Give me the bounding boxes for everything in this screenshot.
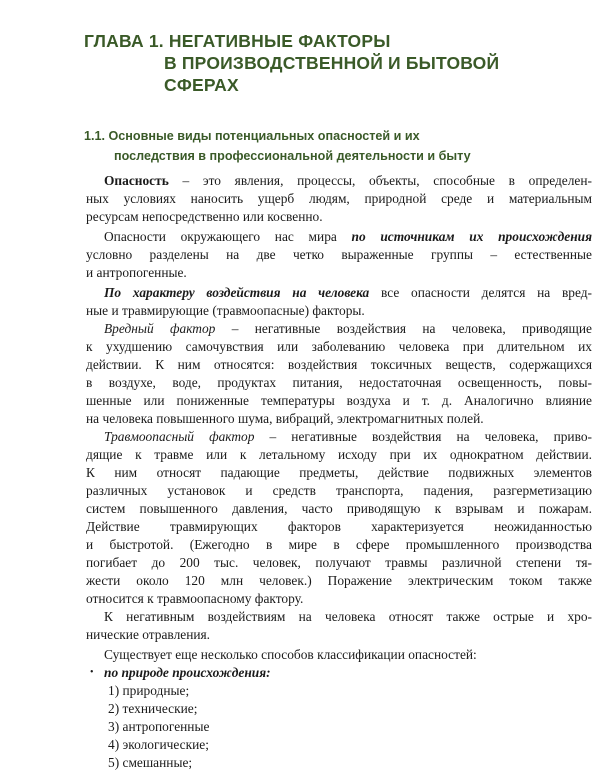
paragraph-line: ные и травмирующие (травмоопасные) факторы. [86, 303, 365, 318]
paragraph-line [86, 320, 592, 338]
paragraph-line: ресурсам непосредственно или косвенно. [86, 209, 323, 224]
paragraph-line [86, 284, 592, 302]
paragraph-line: ных условиях наносить ущерб людям, природной среде и материальным [86, 191, 592, 206]
text-span: – негативные воздействия на человека, приво- [254, 429, 592, 444]
paragraph-line: относится к травмоопасному фактору. [86, 591, 304, 606]
paragraph-line: в воздухе, воде, продуктах питания, недостаточная освещенность, повы- [86, 375, 592, 390]
term-danger: Опасность [104, 173, 169, 188]
paragraph-line: погибает до 200 тыс. человек, получают травмы различной степени тя- [86, 555, 592, 570]
paragraph-line: различных установок и средств транспорта, падения, разгерметизацию [86, 483, 592, 498]
chapter-title-line-1: ГЛАВА 1. НЕГАТИВНЫЕ ФАКТОРЫ [84, 31, 391, 51]
list-item: 1) природные; [108, 683, 190, 698]
paragraph-line: Действие травмирующих факторов характеризуется неожиданностью [86, 519, 592, 534]
paragraph-line [86, 172, 592, 190]
paragraph-line: на человека повышенного шума, вибраций, электромагнитных полей. [86, 411, 484, 426]
paragraph-line: и быстротой. (Ежегодно в мире в сфере промышленного производства [86, 537, 592, 552]
term-harmful-factor: Вредный фактор [104, 321, 216, 336]
paragraph-line: дящие к травме или к летальному исходу при их однократном действии. [86, 447, 592, 462]
text-span: Опасности окружающего нас мира [104, 229, 352, 244]
paragraph-line: условно разделены на две четко выраженные группы – естественные [86, 247, 592, 262]
paragraph-line: шенные или пониженные температуры воздуха и т. д. Аналогично влияние [86, 393, 592, 408]
paragraph-line: и антропогенные. [86, 265, 187, 280]
list-item: 3) антропогенные [108, 719, 210, 734]
body-text [86, 172, 592, 772]
bullet-item [86, 664, 592, 682]
paragraph-line [86, 428, 592, 446]
paragraph-line: К ним относят падающие предметы, действие подвижных элементов [86, 465, 592, 480]
list-item: 2) технические; [108, 701, 198, 716]
emphasis-sources: по источникам их происхождения [351, 229, 592, 244]
paragraph-line: действии. К ним относятся: воздействия токсичных веществ, содержащихся [86, 357, 592, 372]
section-heading [84, 126, 594, 166]
text-span: – негативные воздействия на человека, приводящие [215, 321, 592, 336]
section-heading-line-1: 1.1. Основные виды потенциальных опасностей и их [84, 129, 420, 143]
paragraph-line: жести около 120 млн человек.) Поражение электрическим током также [86, 573, 592, 588]
chapter-title-line-2: В ПРОИЗВОДСТВЕННОЙ И БЫТОВОЙ [164, 53, 500, 73]
paragraph-line: К негативным воздействиям на человека относят также острые и хро- [104, 609, 592, 624]
list-item: 5) смешанные; [108, 755, 193, 770]
text-span: – это явления, процессы, объекты, способные в определен- [168, 173, 592, 188]
paragraph-line: Существует еще несколько способов классификации опасностей: [104, 647, 477, 662]
paragraph-line: к ухудшению самочувствия или заболеванию человека при длительном их [86, 339, 592, 354]
chapter-title-line-3: СФЕРАХ [164, 75, 239, 95]
bullet-label: по природе происхождения: [104, 665, 271, 680]
paragraph-line: нические отравления. [86, 627, 211, 642]
bullet-icon: • [90, 667, 94, 678]
list-item: 4) экологические; [108, 737, 209, 752]
text-span: все опасности делятся на вред- [369, 285, 592, 300]
paragraph-line: систем повышенного давления, часто приводящую к взрывам и пожарам. [86, 501, 592, 516]
section-heading-line-2: последствия в профессиональной деятельности и быту [114, 149, 471, 163]
term-traumatic-factor: Травмоопасный фактор [104, 429, 255, 444]
emphasis-impact: По характеру воздействия на человека [104, 285, 370, 300]
paragraph-line [86, 228, 592, 246]
chapter-title [84, 30, 584, 96]
